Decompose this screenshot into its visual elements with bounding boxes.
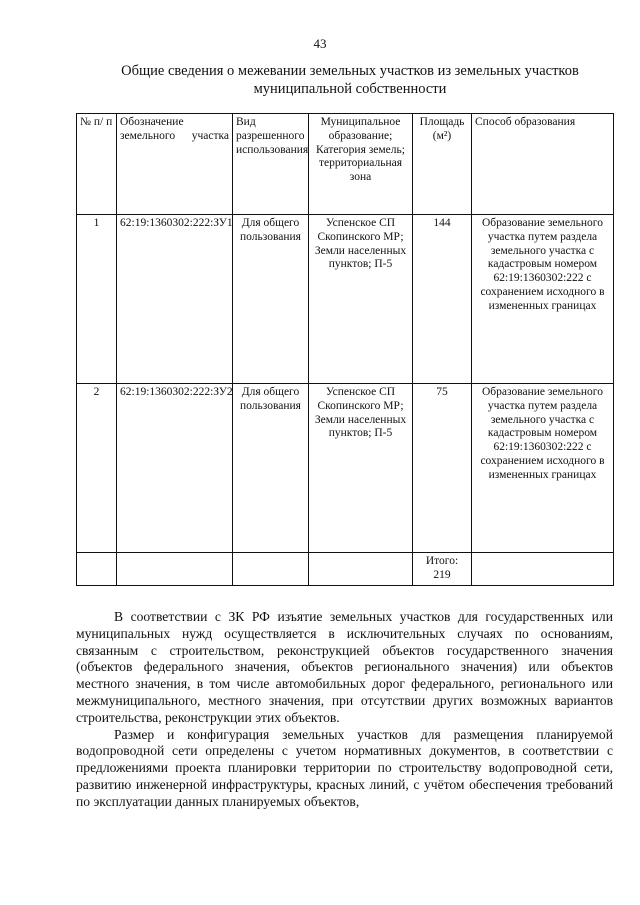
table-row xyxy=(77,215,614,384)
header-method: Способ образования xyxy=(472,114,614,215)
page-number: 43 xyxy=(313,36,327,51)
total-empty-cell xyxy=(117,553,233,586)
header-municipality: Муниципальное образование; Категория земель; территориальная зона xyxy=(309,114,413,215)
total-empty-cell xyxy=(77,553,117,586)
document-title: Общие сведения о межевании земельных участков из земельных участков муниципальной собственности xyxy=(121,63,579,97)
cell-method: Образование земельного участка путем раздела земельного участка с кадастровым номером 62:19:1360302:222 с сохранением исходного в измененных границах xyxy=(472,384,614,553)
total-empty-cell xyxy=(233,553,309,586)
header-area: Площадь (м²) xyxy=(413,114,472,215)
body-text xyxy=(76,609,613,811)
cell-num: 1 xyxy=(77,215,117,384)
header-use: Вид разрешенного использования xyxy=(233,114,309,215)
total-cell xyxy=(413,553,472,586)
cell-area: 144 xyxy=(413,215,472,384)
paragraph: В соответствии с ЗК РФ изъятие земельных участков для государственных или муниципальных нужд осуществляется в исключительных случаях по основаниям, связанным с строительством, реконструкцией объектов государственного значения (объектов федерального значения, объектов регионального значения) или объектов местного значения, в том числе автомобильных дорог федерального, регионального или межмуниципального, местного значения, при отсутствии других возможных вариантов строительства, реконструкции этих объектов. xyxy=(76,609,613,725)
cell-num: 2 xyxy=(77,384,117,553)
total-value: 219 xyxy=(433,568,451,581)
cell-municipality: Успенское СП Скопинского МР; Земли населенных пунктов; П-5 xyxy=(309,384,413,553)
cell-municipality: Успенское СП Скопинского МР; Земли населенных пунктов; П-5 xyxy=(309,215,413,384)
paragraph: Размер и конфигурация земельных участков для размещения планируемой водопроводной сети определены с учетом нормативных документов, в соответствии с предложениями проекта планировки территории по строительству водопроводной сети, развитию инженерной инфраструктуры, красных линий, с учётом обеспечения требований по эксплуатации данных планируемых объектов, xyxy=(76,726,613,809)
table-header-row xyxy=(77,114,614,215)
cell-area: 75 xyxy=(413,384,472,553)
cell-method: Образование земельного участка путем раздела земельного участка с кадастровым номером 62:19:1360302:222 с сохранением исходного в измененных границах xyxy=(472,215,614,384)
total-empty-cell xyxy=(309,553,413,586)
cell-designation: 62:19:1360302:222:ЗУ1 xyxy=(117,215,233,384)
cell-use: Для общего пользования xyxy=(233,384,309,553)
total-label: Итого: xyxy=(425,555,459,567)
total-empty-cell xyxy=(472,553,614,586)
cell-use: Для общего пользования xyxy=(233,215,309,384)
cell-designation: 62:19:1360302:222:ЗУ2 xyxy=(117,384,233,553)
header-designation: Обозначение земельного участка xyxy=(117,114,233,215)
table-row xyxy=(77,384,614,553)
table-total-row xyxy=(77,553,614,586)
header-num: № п/ п xyxy=(77,114,117,215)
parcels-table xyxy=(76,113,614,586)
